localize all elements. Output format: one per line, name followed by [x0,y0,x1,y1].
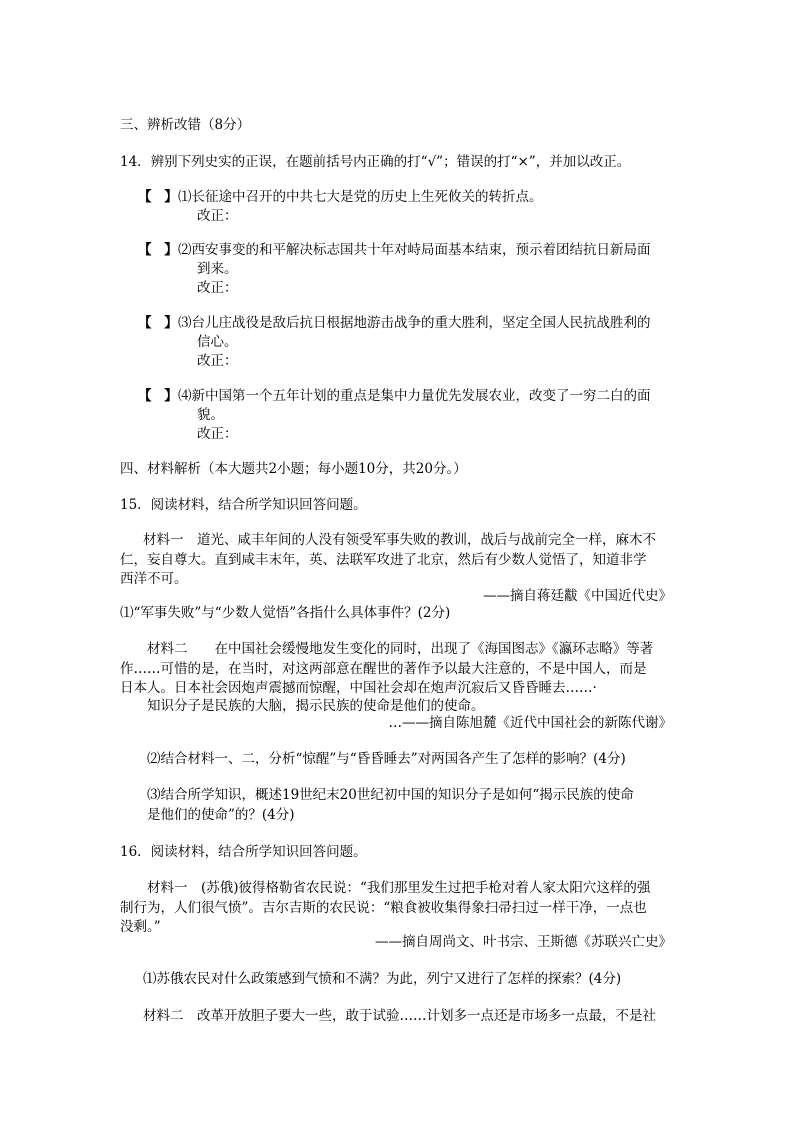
section-4-heading: 四、材料解析（本大题共2小题；每小题10分，共20分。） [120,461,467,477]
item-4-text-cont: 貌。 [197,407,224,423]
q15-material-1-line-3: 西洋不可。 [120,571,188,587]
answer-bracket-1[interactable]: 【 】 [138,189,182,205]
answer-bracket-3[interactable]: 【 】 [138,315,182,331]
q15-material-2-source: …——摘自陈旭麓《近代中国社会的新陈代谢》 [388,715,672,731]
question-15-stem: 15．阅读材料，结合所学知识回答问题。 [120,497,367,513]
q16-material-1-line-3: 没剩。” [120,919,161,935]
correction-label-4: 改正： [197,426,238,442]
section-3-heading: 三、辨析改错（8分） [120,117,251,133]
answer-bracket-2[interactable]: 【 】 [138,242,182,258]
q15-sub-question-3: ⑶结合所学知识，概述19世纪末20世纪初中国的知识分子是如何“揭示民族的使命 [147,787,634,803]
item-3-text-cont: 信心。 [197,334,238,350]
q15-material-2-line-4: 知识分子是民族的大脑，揭示民族的使命是他们的使命。 [147,698,485,714]
q16-sub-question-1: ⑴苏俄农民对什么政策感到气愤和不满？为此，列宁又进行了怎样的探索？(4分) [143,971,622,987]
question-16-stem: 16．阅读材料，结合所学知识回答问题。 [120,844,367,860]
question-14-stem: 14．辨别下列史实的正误，在题前括号内正确的打“√”；错误的打“×”，并加以改正。 [120,154,631,170]
q15-material-2-line-3: 日本人。日本社会因炮声震撼而惊醒，中国社会却在炮声沉寂后又昏昏睡去……· [120,680,597,696]
q15-material-1-source: ——摘自蒋廷黻《中国近代史》 [483,588,672,604]
q16-material-1-source: ——摘自周尚文、叶书宗、王斯德《苏联兴亡史》 [375,934,672,950]
q15-material-2-line-2: 作……可惜的是，在当时，对这两部意在醒世的著作予以最大注意的，不是中国人，而是 [120,661,647,677]
item-1-text: ⑴长征途中召开的中共七大是党的历史上生死攸关的转折点。 [178,189,543,205]
answer-bracket-4[interactable]: 【 】 [138,388,182,404]
q15-sub-question-3-cont: 是他们的使命”的？(4分) [147,807,295,823]
item-4-text: ⑷新中国第一个五年计划的重点是集中力量优先发展农业，改变了一穷二白的面 [178,388,651,404]
q16-material-2-line-1: 材料二 改革开放胆子要大一些，敢于试验……计划多一点还是市场多一点最，不是社 [143,1008,656,1024]
q15-sub-question-1: ⑴“军事失败”与“少数人觉悟”各指什么具体事件？(2分) [120,605,451,621]
item-2-text: ⑵西安事变的和平解决标志国共十年对峙局面基本结束，预示着团结抗日新局面 [178,242,651,258]
q16-material-1-line-2: 制行为，人们很气愤”。吉尔吉斯的农民说：“粮食被收集得象扫帚扫过一样干净，一点也 [120,900,647,916]
q15-material-2-line-1: 材料二 在中国社会缓慢地发生变化的同时，出现了《海国图志》《瀛环志略》等著 [147,641,654,657]
correction-label-3: 改正： [197,353,238,369]
q15-sub-question-2: ⑵结合材料一、二，分析“惊醒”与“昏昏睡去”对两国各产生了怎样的影响？(4分) [147,751,626,767]
item-2-text-cont: 到来。 [197,261,238,277]
item-3-text: ⑶台儿庄战役是敌后抗日根据地游击战争的重大胜利，坚定全国人民抗战胜利的 [178,315,651,331]
q15-material-1-line-2: 仁，妄自尊大。直到咸丰末年，英、法联军攻进了北京，然后有少数人觉悟了，知道非学 [120,552,647,568]
correction-label-1: 改正： [197,208,238,224]
q16-material-1-line-1: 材料一 (苏俄)彼得格勒省农民说：“我们那里发生过把手枪对着人家太阳穴这样的强 [147,880,651,896]
correction-label-2: 改正： [197,280,238,296]
q15-material-1-line-1: 材料一 道光、咸丰年间的人没有领受军事失败的教训，战后与战前完全一样，麻木不 [143,532,656,548]
